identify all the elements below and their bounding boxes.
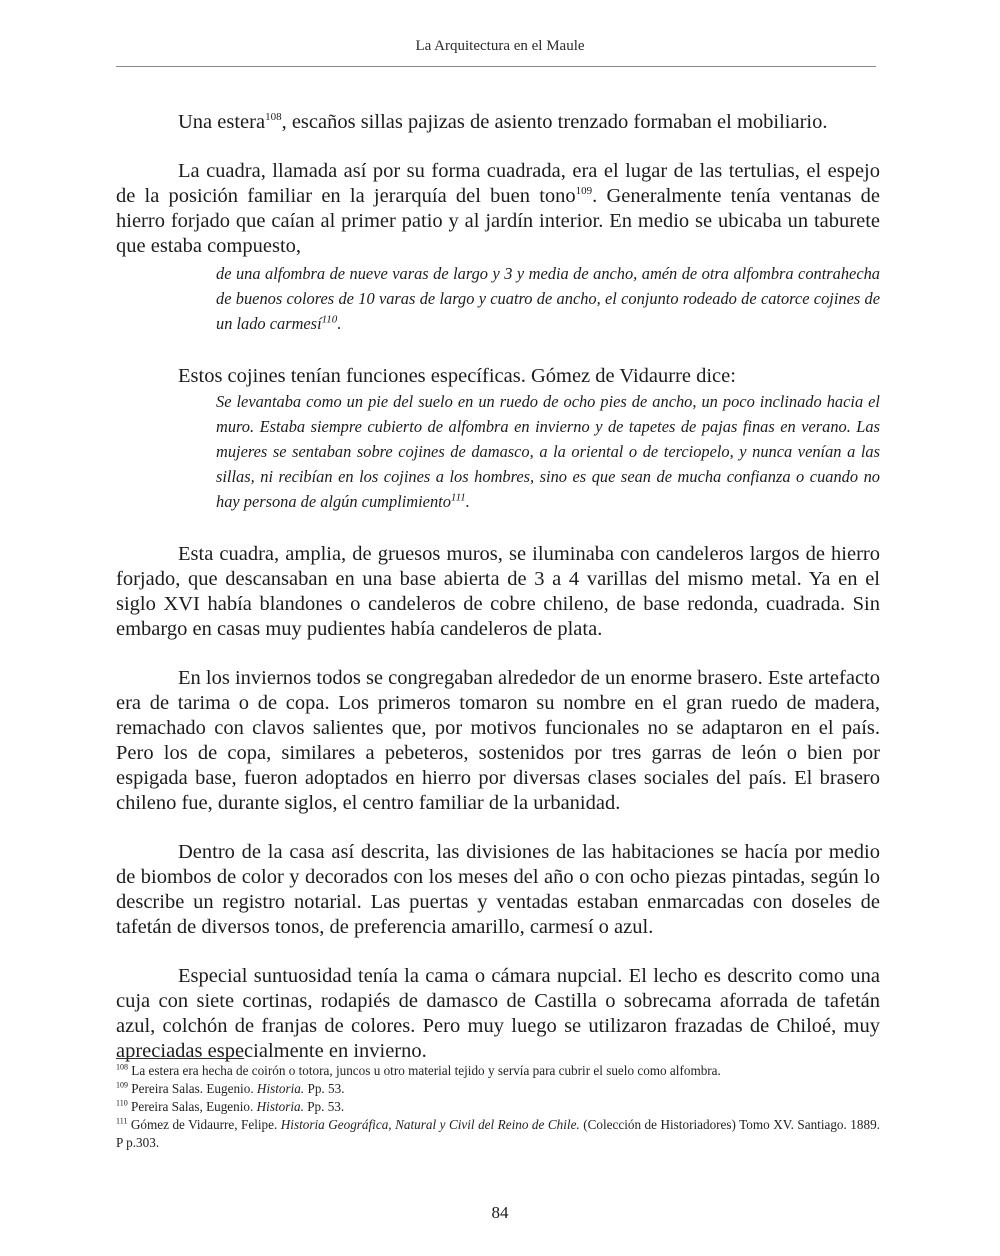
paragraph-1 bbox=[116, 110, 880, 135]
paragraph-2 bbox=[116, 159, 880, 259]
footnote-number: 108 bbox=[116, 1062, 128, 1072]
main-text bbox=[116, 110, 880, 1064]
block-quote-1-text-a: de una alfombra de nueve varas de largo y 3 y media de ancho, amén de otra alfombra contrahecha de buenos colores de 10 varas de largo y cuatro de ancho, el conjunto rodeado de catorce cojines de un lado carmesí bbox=[216, 264, 880, 333]
footnote-number: 110 bbox=[116, 1098, 128, 1108]
block-quote-2-text-a: Se levantaba como un pie del suelo en un ruedo de ocho pies de ancho, un poco inclinado hacia el muro. Estaba siempre cubierto de alfombra en invierno y de tapetes de pajas finas en verano. Las mujeres se sentaban sobre cojines de damasco, a la oriental o de terciopelo, y nunca venían a las sillas, ni recibían en los cojines a los hombres, sino es que sean de mucha confianza o cuando no hay persona de algún cumplimiento bbox=[216, 392, 880, 511]
footnote-number: 109 bbox=[116, 1080, 128, 1090]
footnote-text: Pereira Salas. Eugenio. bbox=[128, 1081, 257, 1096]
footnote-text: La estera era hecha de coirón o totora, juncos u otro material tejido y servía para cubrir el suelo como alfombra. bbox=[128, 1063, 721, 1078]
block-quote-2 bbox=[216, 389, 880, 514]
footnote-108 bbox=[116, 1062, 880, 1080]
footnote-ref-110[interactable]: 110 bbox=[321, 313, 338, 326]
paragraph-6: Dentro de la casa así descrita, las divisiones de las habitaciones se hacía por medio de biombos de color y decorados con los meses del año o con ocho piezas pintadas, según lo describe un registro notarial. Las puertas y ventadas estaban enmarcadas con doseles de tafetán de diversos tonos, de preferencia amarillo, carmesí o azul. bbox=[116, 841, 880, 938]
block-quote-1-text-b: . bbox=[337, 314, 342, 333]
footnote-text: (Colección de Historiadores) Tomo XV. Santiago. 1889. P p.303. bbox=[116, 1117, 880, 1150]
paragraph-3: Estos cojines tenían funciones específicas. Gómez de Vidaurre dice: bbox=[178, 365, 736, 387]
paragraph-5: En los inviernos todos se congregaban alrededor de un enorme brasero. Este artefacto era de tarima o de copa. Los primeros tomaron su nombre en el gran ruedo de madera, remachado con clavos salientes que, por motivos funcionales no se adaptaron en el país. Pero los de copa, similares a pebeteros, sostenidos por tres garras de león o bien por espigada base, fueron adoptados en hierro por diversas clases sociales del país. El brasero chileno fue, durante siglos, el centro familiar de la urbanidad. bbox=[116, 667, 880, 814]
paragraph-2-text-b: . Generalmente tenía ventanas de hierro forjado que caían al primer patio y al jardín interior. En medio se ubicaba un taburete que estaba compuesto, bbox=[116, 185, 880, 257]
footnote-rule bbox=[116, 1058, 244, 1059]
paragraph-7: Especial suntuosidad tenía la cama o cámara nupcial. El lecho es descrito como una cuja con siete cortinas, rodapiés de damasco de Castilla o sobrecama aforrada de tafetán azul, colchón de franjas de colores. Pero muy luego se utilizaron frazadas de Chiloé, muy apreciadas especialmente en invierno. bbox=[116, 965, 880, 1062]
block-quote-2-text-b: . bbox=[465, 492, 470, 511]
footnote-ref-109[interactable]: 109 bbox=[575, 185, 593, 198]
page-number: 84 bbox=[491, 1203, 509, 1222]
footnote-111 bbox=[116, 1116, 880, 1152]
footnote-ref-108[interactable]: 108 bbox=[265, 111, 282, 124]
footnote-title: Historia Geográfica, Natural y Civil del Reino de Chile. bbox=[280, 1117, 580, 1132]
footnote-ref-111[interactable]: 111 bbox=[450, 491, 466, 504]
running-header: La Arquitectura en el Maule bbox=[415, 38, 585, 54]
block-quote-1 bbox=[216, 261, 880, 336]
footnote-text: Gómez de Vidaurre, Felipe. bbox=[127, 1117, 281, 1132]
paragraph-4: Esta cuadra, amplia, de gruesos muros, se iluminaba con candeleros largos de hierro forjado, que descansaban en una base abierta de 3 a 4 varillas del mismo metal. Ya en el siglo XVI había blandones o candeleros de cobre chileno, de base redonda, cuadrada. Sin embargo en casas muy pudientes había candeleros de plata. bbox=[116, 543, 880, 640]
footnote-text: Pp. 53. bbox=[303, 1099, 345, 1114]
footnote-title: Historia. bbox=[256, 1099, 304, 1114]
header-rule bbox=[116, 66, 876, 67]
footnote-number: 111 bbox=[116, 1116, 128, 1126]
footnote-109 bbox=[116, 1080, 880, 1098]
footnote-text: Pp. 53. bbox=[304, 1081, 345, 1096]
paragraph-1-text-a: Una estera bbox=[178, 111, 266, 133]
footnote-title: Historia. bbox=[256, 1081, 305, 1096]
footnote-110 bbox=[116, 1098, 880, 1116]
paragraph-2-text-a: La cuadra, llamada así por su forma cuadrada, era el lugar de las tertulias, el espejo de la posición familiar en la jerarquía del buen tono bbox=[116, 160, 880, 207]
footnote-text: Pereira Salas, Eugenio. bbox=[127, 1099, 257, 1114]
footnotes bbox=[116, 1062, 880, 1152]
paragraph-1-text-b: , escaños sillas pajizas de asiento trenzado formaban el mobiliario. bbox=[281, 111, 828, 133]
